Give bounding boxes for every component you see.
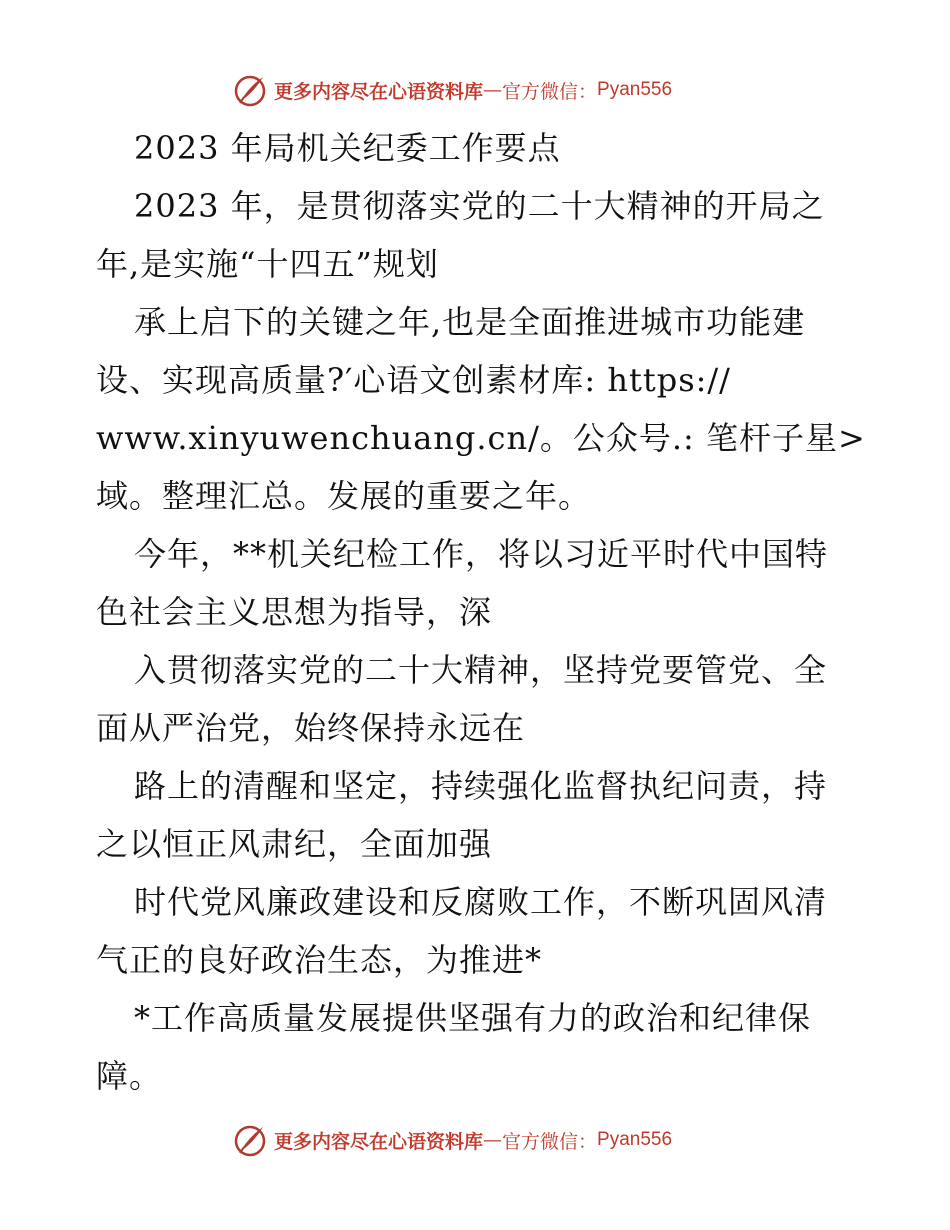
paragraph-line: 色社会主义思想为指导，深 xyxy=(96,593,493,631)
paragraph-line: 承上启下的关键之年,也是全面推进城市功能建 xyxy=(134,303,806,341)
paragraph-line: 路上的清醒和坚定，持续强化监督执纪问责，持 xyxy=(134,767,828,805)
document-title: 2023 年局机关纪委工作要点 xyxy=(134,129,561,167)
banner-wechat-label: 官方微信： xyxy=(502,1130,598,1153)
banner-separator: — xyxy=(483,1129,503,1151)
paragraph-line: 域。整理汇总。发展的重要之年。 xyxy=(96,477,592,515)
banner-wechat-id: Pyan556 xyxy=(597,1129,673,1150)
paragraph-line: 气正的良好政治生态，为推进* xyxy=(96,941,543,979)
header-banner xyxy=(232,70,672,110)
banner-prefix-text: 更多内容尽在心语资料库 xyxy=(274,1130,484,1153)
banner-separator: — xyxy=(483,79,503,101)
paragraph-line: 之以恒正风肃纪，全面加强 xyxy=(96,825,493,863)
quill-pen-logo-icon xyxy=(232,1122,268,1158)
banner-wechat-id: Pyan556 xyxy=(597,79,673,100)
quill-pen-logo-icon xyxy=(232,72,268,108)
paragraph-line: 时代党风廉政建设和反腐败工作，不断巩固风清 xyxy=(134,883,828,921)
banner-wechat-label: 官方微信： xyxy=(502,80,598,103)
paragraph-line: 面从严治党，始终保持永远在 xyxy=(96,709,526,747)
paragraph-line: 今年，**机关纪检工作，将以习近平时代中国特 xyxy=(134,535,829,573)
paragraph-line: *工作高质量发展提供坚强有力的政治和纪律保 xyxy=(134,999,812,1037)
paragraph-line: 障。 xyxy=(96,1057,163,1095)
paragraph-line: 年,是实施“十四五”规划 xyxy=(96,245,439,283)
paragraph-line: www.xinyuwenchuang.cn/。公众号.: 笔杆子星> xyxy=(96,419,866,457)
paragraph-line: 设、实现高质量?′心语文创素材库: https:// xyxy=(96,361,731,399)
banner-prefix-text: 更多内容尽在心语资料库 xyxy=(274,80,484,103)
footer-banner xyxy=(232,1120,672,1160)
paragraph-line: 2023 年，是贯彻落实党的二十大精神的开局之 xyxy=(134,187,825,225)
paragraph-line: 入贯彻落实党的二十大精神，坚持党要管党、全 xyxy=(134,651,828,689)
